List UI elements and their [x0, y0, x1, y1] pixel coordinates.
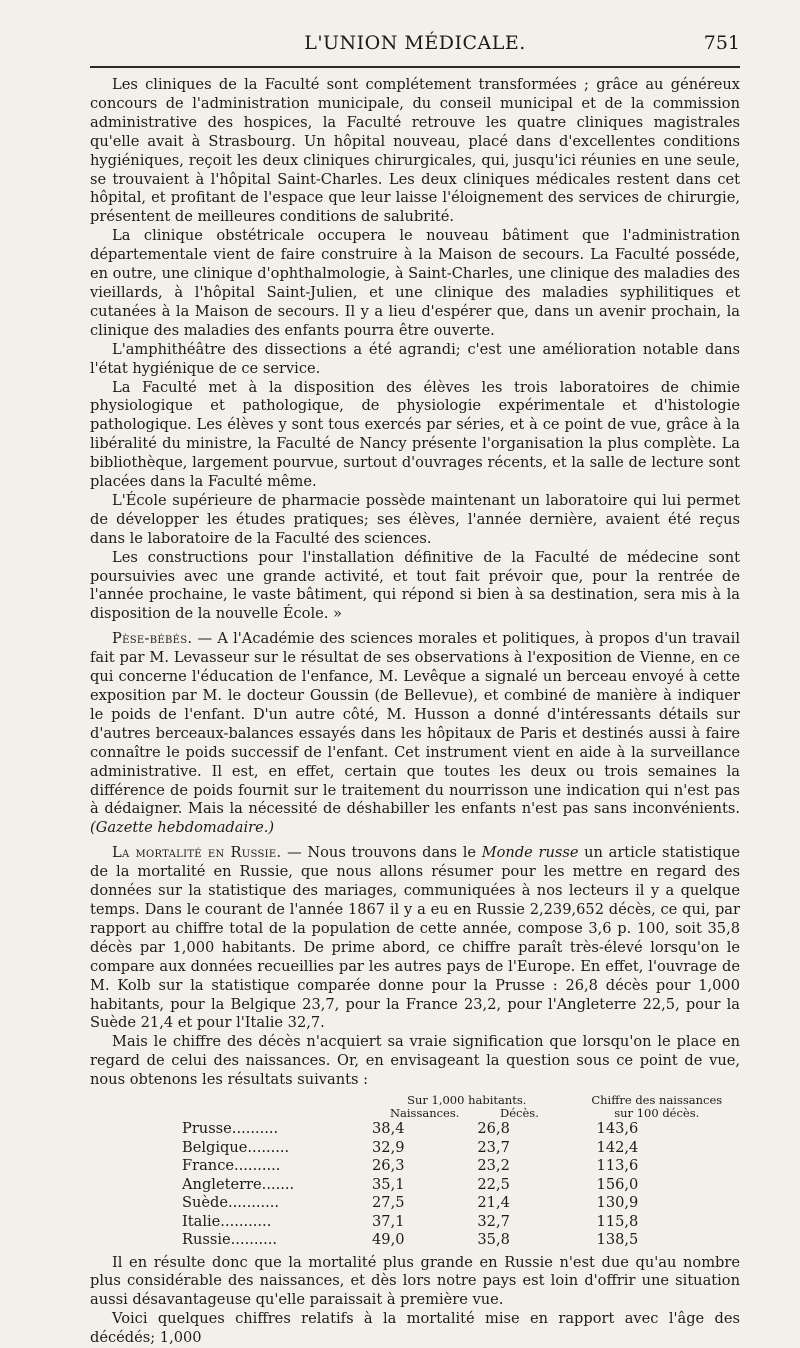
journal-name: Monde russe [481, 844, 579, 862]
paragraph-laboratoires: La Faculté met à la disposition des élèves les trois laboratoires de chimie physiologique et pathologique, de physiologie expérimentale et d'histologie pathologique. Les élèves y sont tous exercés par séries, et à ce point de vue, grâce à la libéralité du ministre, la Faculté de Nancy présente l'organisation la plus complète. La bibliothèque, largement pourvue, surtout d'ouvrages récents, et la salle de lecture sont placées dans la Faculté même. [90, 378, 740, 491]
country-cell: Belgique......... [182, 1138, 290, 1156]
paragraph-constructions: Les constructions pour l'installation définitive de la Faculté de médecine sont poursuivies avec une grande activité, et tout fait prévoir que, pour la rentrée de l'année prochaine, le vaste bâtiment, qui répond si bien à sa destination, sera mis à la disposition de la nouvelle École. » [90, 548, 740, 623]
paragraph-pharmacie: L'École supérieure de pharmacie possède maintenant un laboratoire qui lui permet de développer les études pratiques; ses élèves, l'année dernière, avaient été reçus dans le laboratoire de la Faculté des sciences. [90, 491, 740, 547]
births-cell: 32,9 [372, 1138, 405, 1156]
country-cell: Russie.......... [182, 1231, 278, 1249]
paragraph-age: Voici quelques chiffres relatifs à la mortalité mise en rapport avec l'âge des décédés; 1,000 [90, 1310, 740, 1347]
statistics-table [182, 1094, 752, 1250]
ratio-cell: 138,5 [596, 1231, 639, 1249]
deaths-cell: 26,8 [477, 1120, 510, 1138]
country-cell: Suède........... [182, 1194, 280, 1212]
ratio-cell: 143,6 [596, 1120, 639, 1138]
deaths-cell: 22,5 [477, 1175, 510, 1193]
section-lead-mortalite: La mortalité en Russie. [112, 844, 282, 862]
table-row [182, 1139, 752, 1158]
table-row [182, 1157, 752, 1176]
header-rule [90, 66, 740, 68]
births-cell: 37,1 [372, 1212, 405, 1230]
table-row [182, 1213, 752, 1232]
ratio-cell: 115,8 [596, 1212, 639, 1230]
source-citation: (Gazette hebdomadaire.) [90, 819, 275, 837]
table-subheader-row [182, 1107, 752, 1120]
header-deaths: Décès. [500, 1106, 539, 1121]
country-cell: France.......... [182, 1157, 281, 1175]
header-ratio-1: Chiffre des naissances [591, 1093, 723, 1108]
header-ratio-2: sur 100 décès. [614, 1106, 700, 1121]
paragraph-amphitheatre: L'amphithéâtre des dissections a été agrandi; c'est une amélioration notable dans l'état hygiénique de ce service. [90, 340, 740, 377]
deaths-cell: 23,2 [477, 1157, 510, 1175]
pese-bebes-text: — A l'Académie des sciences morales et politiques, à propos d'un travail fait par M. Levasseur sur le résultat de ses observations à l'exposition de Vienne, en ce qui concerne l'éducation de l'enfance, M. Levêque a signalé un berceau envoyé à cette exposition par M. le docteur Goussin (de Bellevue), et combiné de manière à indiquer le poids de l'enfant. D'un autre côté, M. Husson a donné d'intéressants détails sur d'autres berceaux-balances essayés dans les hôpitaux de Paris et destinés aussi à faire connaître le poids successif de l'enfant. Cet instrument vient en aide à la surveillance administrative. Il est, en effet, certain que toutes les deux ou trois semaines la différence de poids fournit sur le traitement du nourrisson une indication qui n'est pas à dédaigner. Mais la nécessité de déshabiller les enfants n'est pas sans inconvénients. [90, 630, 740, 818]
births-cell: 35,1 [372, 1175, 405, 1193]
paragraph-obstetrique: La clinique obstétricale occupera le nouveau bâtiment que l'administration départementale vient de faire construire à la Maison de secours. La Faculté posséde, en outre, une clinique d'ophthalmologie, à Saint-Charles, une clinique des maladies des vieillards, à l'hôpital Saint-Julien, et une clinique des maladies syphilitiques et cutanées à la Maison de secours. Il y a lieu d'espérer que, dans un avenir prochain, la clinique des maladies des enfants pourra être ouverte. [90, 227, 740, 339]
paragraph-signification: Mais le chiffre des décès n'acquiert sa vraie signification que lorsqu'on le place en regard de celui des naissances. Or, en envisageant la question sous ce point de vue, nous obtenons les résultats suivants : [90, 1033, 740, 1089]
journal-title: L'UNION MÉDICALE. [304, 32, 526, 54]
ratio-cell: 113,6 [596, 1157, 639, 1175]
deaths-cell: 23,7 [477, 1138, 510, 1156]
header-per-1000: Sur 1,000 habitants. [407, 1093, 527, 1108]
header-births: Naissances. [389, 1106, 460, 1121]
country-cell: Italie........... [182, 1212, 272, 1230]
mortalite-text-a: — Nous trouvons dans le [281, 844, 482, 862]
births-cell: 49,0 [372, 1231, 405, 1249]
paragraph-conclusion: Il en résulte donc que la mortalité plus grande en Russie n'est due qu'au nombre plus considérable des naissances, et dès lors notre pays est loin d'offrir une situation aussi désavantageuse qu'elle paraissait à première vue. [90, 1253, 740, 1309]
article-body [90, 76, 740, 1348]
ratio-cell: 130,9 [596, 1194, 639, 1212]
births-cell: 27,5 [372, 1194, 405, 1212]
running-head [90, 32, 740, 64]
deaths-cell: 32,7 [477, 1212, 510, 1230]
mortalite-text-b: un article statistique de la mortalité en Russie, que nous allons résumer pour les mettre en regard des données sur la statistique des mariages, communiquées à nos lecteurs il y a quelque temps. Dans le courant de l'année 1867 il y a eu en Russie 2,239,652 décès, ce qui, par rapport au chiffre total de la population de cette année, compose 3,6 p. 100, soit 35,8 décès par 1,000 habitants. De prime abord, ce chiffre paraît très-élevé lorsqu'on le compare aux données recueillies par les autres pays de l'Europe. En effet, l'ouvrage de M. Kolb sur la statistique comparée donne pour la Prusse : 26,8 décès pour 1,000 habitants, pour la Belgique 23,7, pour la France 23,2, pour l'Angleterre 22,5, pour la Suède 21,4 et pour l'Italie 32,7. [90, 844, 740, 1032]
ratio-cell: 156,0 [596, 1175, 639, 1193]
table-row [182, 1120, 752, 1139]
deaths-cell: 35,8 [477, 1231, 510, 1249]
page-number: 751 [703, 32, 740, 54]
section-lead-pese-bebes: Pèse-bébés. [112, 630, 193, 648]
paragraph-pese-bebes [90, 630, 740, 838]
deaths-cell: 21,4 [477, 1194, 510, 1212]
paragraph-mortalite-russie [90, 844, 740, 1033]
table-row [182, 1176, 752, 1195]
ratio-cell: 142,4 [596, 1138, 639, 1156]
births-cell: 26,3 [372, 1157, 405, 1175]
table-row [182, 1231, 752, 1250]
table-row [182, 1194, 752, 1213]
paragraph-cliniques: Les cliniques de la Faculté sont complétement transformées ; grâce au généreux concours de l'administration municipale, du conseil municipal et de la commission administrative des hospices, la Faculté retrouve les quatre cliniques magistrales qu'elle avait à Strasbourg. Un hôpital nouveau, placé dans d'excellentes conditions hygiéniques, reçoit les deux cliniques chirurgicales, qui, jusqu'ici réunies en une seule, se trouvaient à l'hôpital Saint-Charles. Les deux cliniques médicales restent dans cet hôpital, et profitant de l'espace que leur laisse l'éloignement des services de chirurgie, présentent de meilleures conditions de salubrité. [90, 76, 740, 226]
country-cell: Angleterre....... [182, 1175, 295, 1193]
births-cell: 38,4 [372, 1120, 405, 1138]
country-cell: Prusse.......... [182, 1120, 279, 1138]
